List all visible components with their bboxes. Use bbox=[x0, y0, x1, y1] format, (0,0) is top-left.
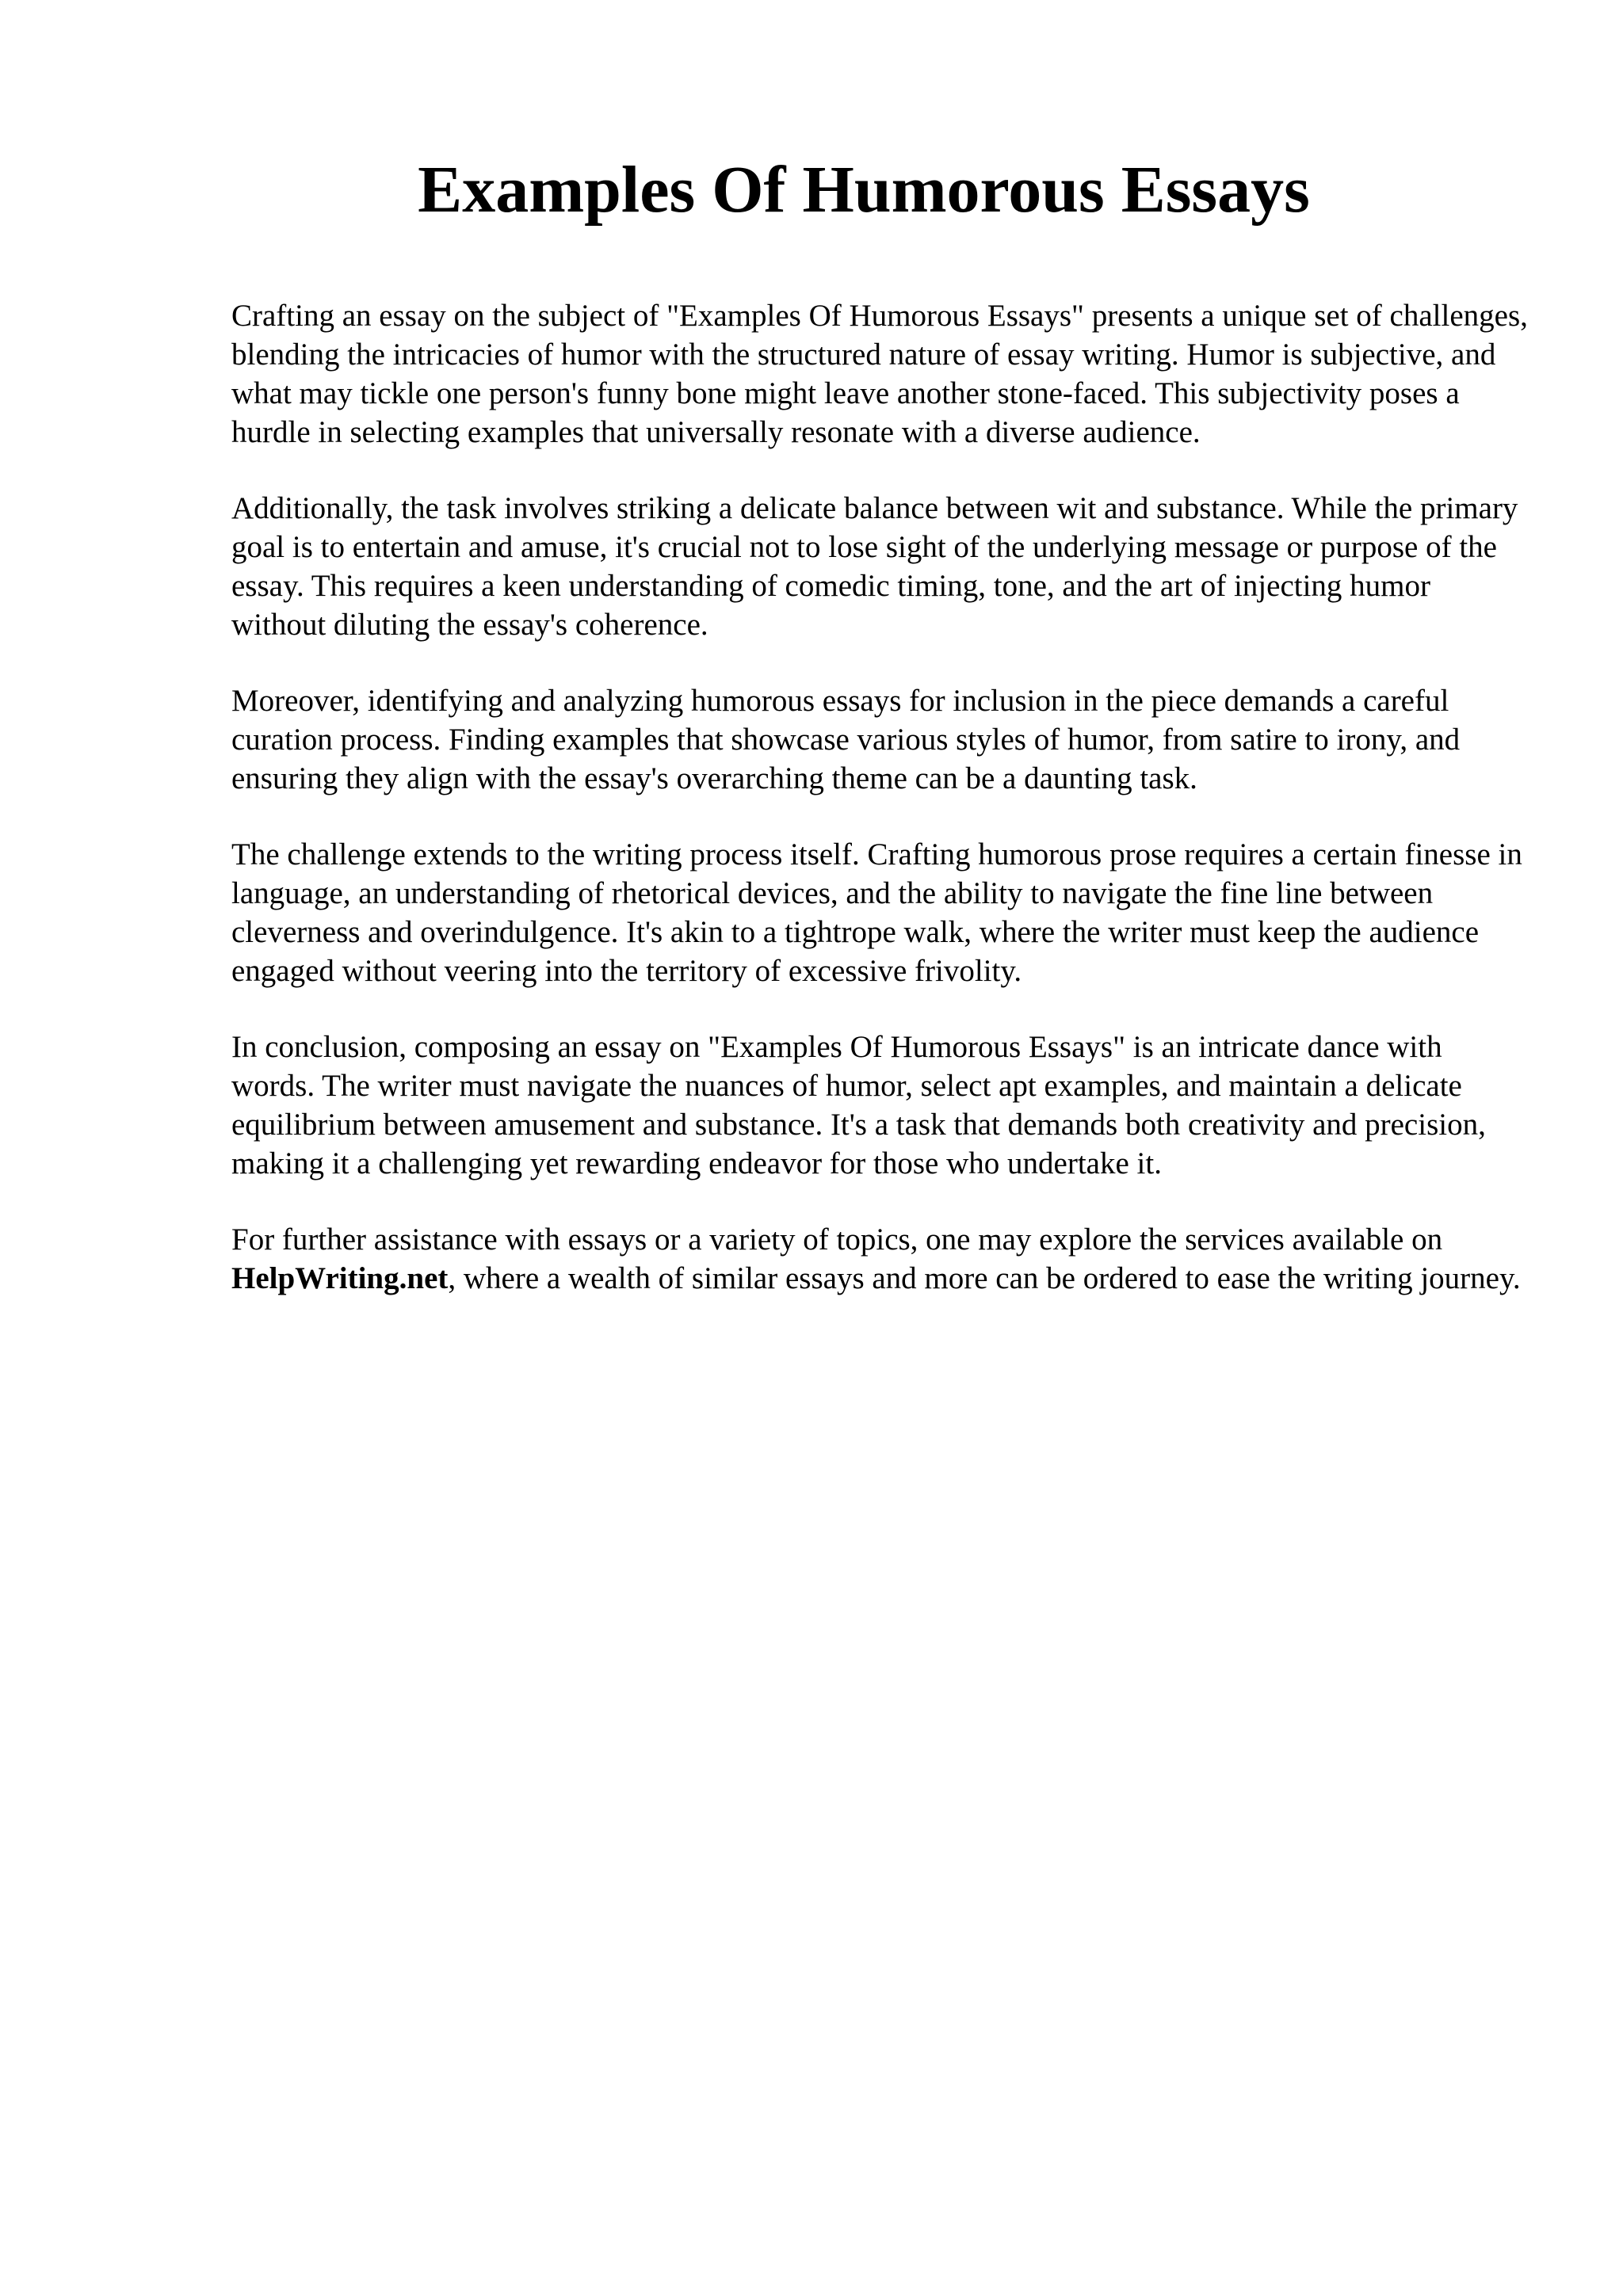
helpwriting-link[interactable]: HelpWriting.net bbox=[231, 1261, 449, 1295]
paragraph-3: Moreover, identifying and analyzing humorous essays for inclusion in the piece demands a careful curation process. Finding examples that showcase various styles of humor, from satire to irony, and ensuring they align with the essay's overarching theme can be a daunting task. bbox=[231, 684, 1461, 795]
page-title: Examples Of Humorous Essays bbox=[418, 153, 1310, 227]
paragraph-4: The challenge extends to the writing process itself. Crafting humorous prose requires a certain finesse in language, an understanding of rhetorical devices, and the ability to navigate the fine line between cleverness and overindulgence. It's akin to a tightrope walk, where the writer must keep the audience engaged without veering into the territory of excessive frivolity. bbox=[231, 837, 1522, 988]
closing-paragraph bbox=[231, 1220, 1531, 1298]
closing-text-before: For further assistance with essays or a variety of topics, one may explore the services available on bbox=[231, 1222, 1443, 1257]
paragraph-5: In conclusion, composing an essay on "Examples Of Humorous Essays" is an intricate dance with words. The writer must navigate the nuances of humor, select apt examples, and maintain a delicate equilibrium between amusement and substance. It's a task that demands both creativity and precision, making it a challenging yet rewarding endeavor for those who undertake it. bbox=[231, 1030, 1486, 1180]
paragraph-2: Additionally, the task involves striking a delicate balance between wit and substance. While the primary goal is to entertain and amuse, it's crucial not to lose sight of the underlying message or purpose of the essay. This requires a keen understanding of comedic timing, tone, and the art of injecting humor without diluting the essay's coherence. bbox=[231, 491, 1518, 642]
closing-text-after: , where a wealth of similar essays and more can be ordered to ease the writing journey. bbox=[448, 1261, 1521, 1295]
document-body bbox=[231, 296, 1531, 1335]
paragraph-1: Crafting an essay on the subject of "Examples Of Humorous Essays" presents a unique set of challenges, blending the intricacies of humor with the structured nature of essay writing. Humor is subjective, and what may tickle one person's funny bone might leave another stone-faced. This subjectivity poses a hurdle in selecting examples that universally resonate with a diverse audience. bbox=[231, 299, 1528, 449]
